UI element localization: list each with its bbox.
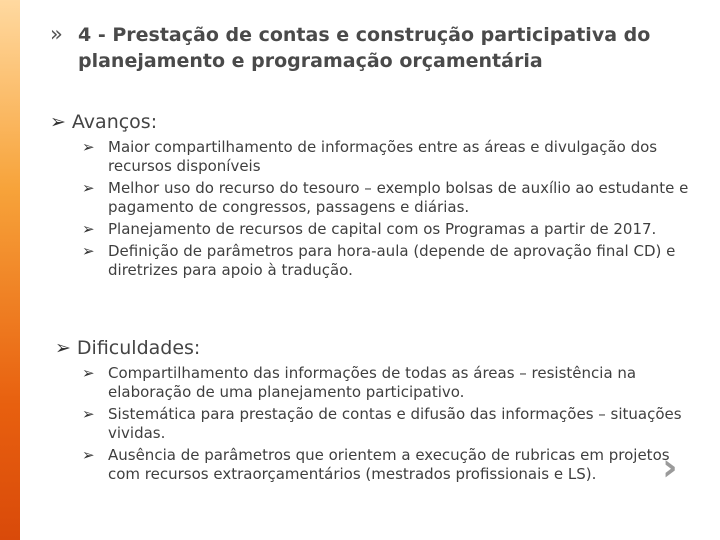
list-item-text: Maior compartilhamento de informações entre as áreas e divulgação dos recursos disponíveis <box>108 138 658 175</box>
list-item <box>82 445 682 489</box>
section-avancos <box>50 110 690 283</box>
list-item-text: Compartilhamento das informações de todas as áreas – resistência na elaboração de uma planejamento participativo. <box>108 364 637 401</box>
bullet-list <box>82 364 682 489</box>
accent-bar <box>0 0 20 540</box>
arrow-bullet-icon: ➢ <box>82 405 95 423</box>
slide-title <box>50 22 690 74</box>
list-item <box>82 405 682 443</box>
list-item <box>82 220 692 239</box>
list-item-text: Ausência de parâmetros que orientem a execução de rubricas em projetos com recursos extraorçamentários (mestrados profissionais e LS). <box>108 446 670 483</box>
list-item-text: Planejamento de recursos de capital com os Programas a partir de 2017. <box>108 220 657 238</box>
title-text: 4 - Prestação de contas e construção participativa do planejamento e programação orçamentária <box>78 24 651 72</box>
arrow-bullet-icon: ➢ <box>82 446 95 464</box>
list-item-text: Sistemática para prestação de contas e difusão das informações – situações vividas. <box>108 405 682 442</box>
list-item <box>82 364 682 402</box>
arrow-bullet-icon: ➢ <box>82 364 95 382</box>
list-item <box>82 138 692 176</box>
arrow-bullet-icon: ➢ <box>82 220 95 238</box>
list-item <box>82 242 692 280</box>
double-chevron-icon: » <box>50 22 63 46</box>
arrow-bullet-icon: ➢ <box>82 179 95 197</box>
section-dificuldades <box>55 336 695 487</box>
arrow-bullet-icon: ➢ <box>50 111 66 133</box>
arrow-bullet-icon: ➢ <box>82 138 95 156</box>
section-heading-text: Avanços: <box>71 111 158 133</box>
section-heading <box>50 110 690 134</box>
section-heading <box>55 336 695 360</box>
section-heading-text: Dificuldades: <box>76 337 201 359</box>
arrow-bullet-icon: ➢ <box>82 242 95 260</box>
arrow-bullet-icon: ➢ <box>55 337 71 359</box>
chevron-right-icon[interactable]: › <box>662 445 678 489</box>
bullet-list <box>82 138 692 280</box>
list-item-text: Melhor uso do recurso do tesouro – exemplo bolsas de auxílio ao estudante e pagamento de congressos, passagens e diárias. <box>108 179 689 216</box>
list-item-text: Definição de parâmetros para hora-aula (depende de aprovação final CD) e diretrizes para apoio à tradução. <box>108 242 676 279</box>
list-item <box>82 179 692 217</box>
